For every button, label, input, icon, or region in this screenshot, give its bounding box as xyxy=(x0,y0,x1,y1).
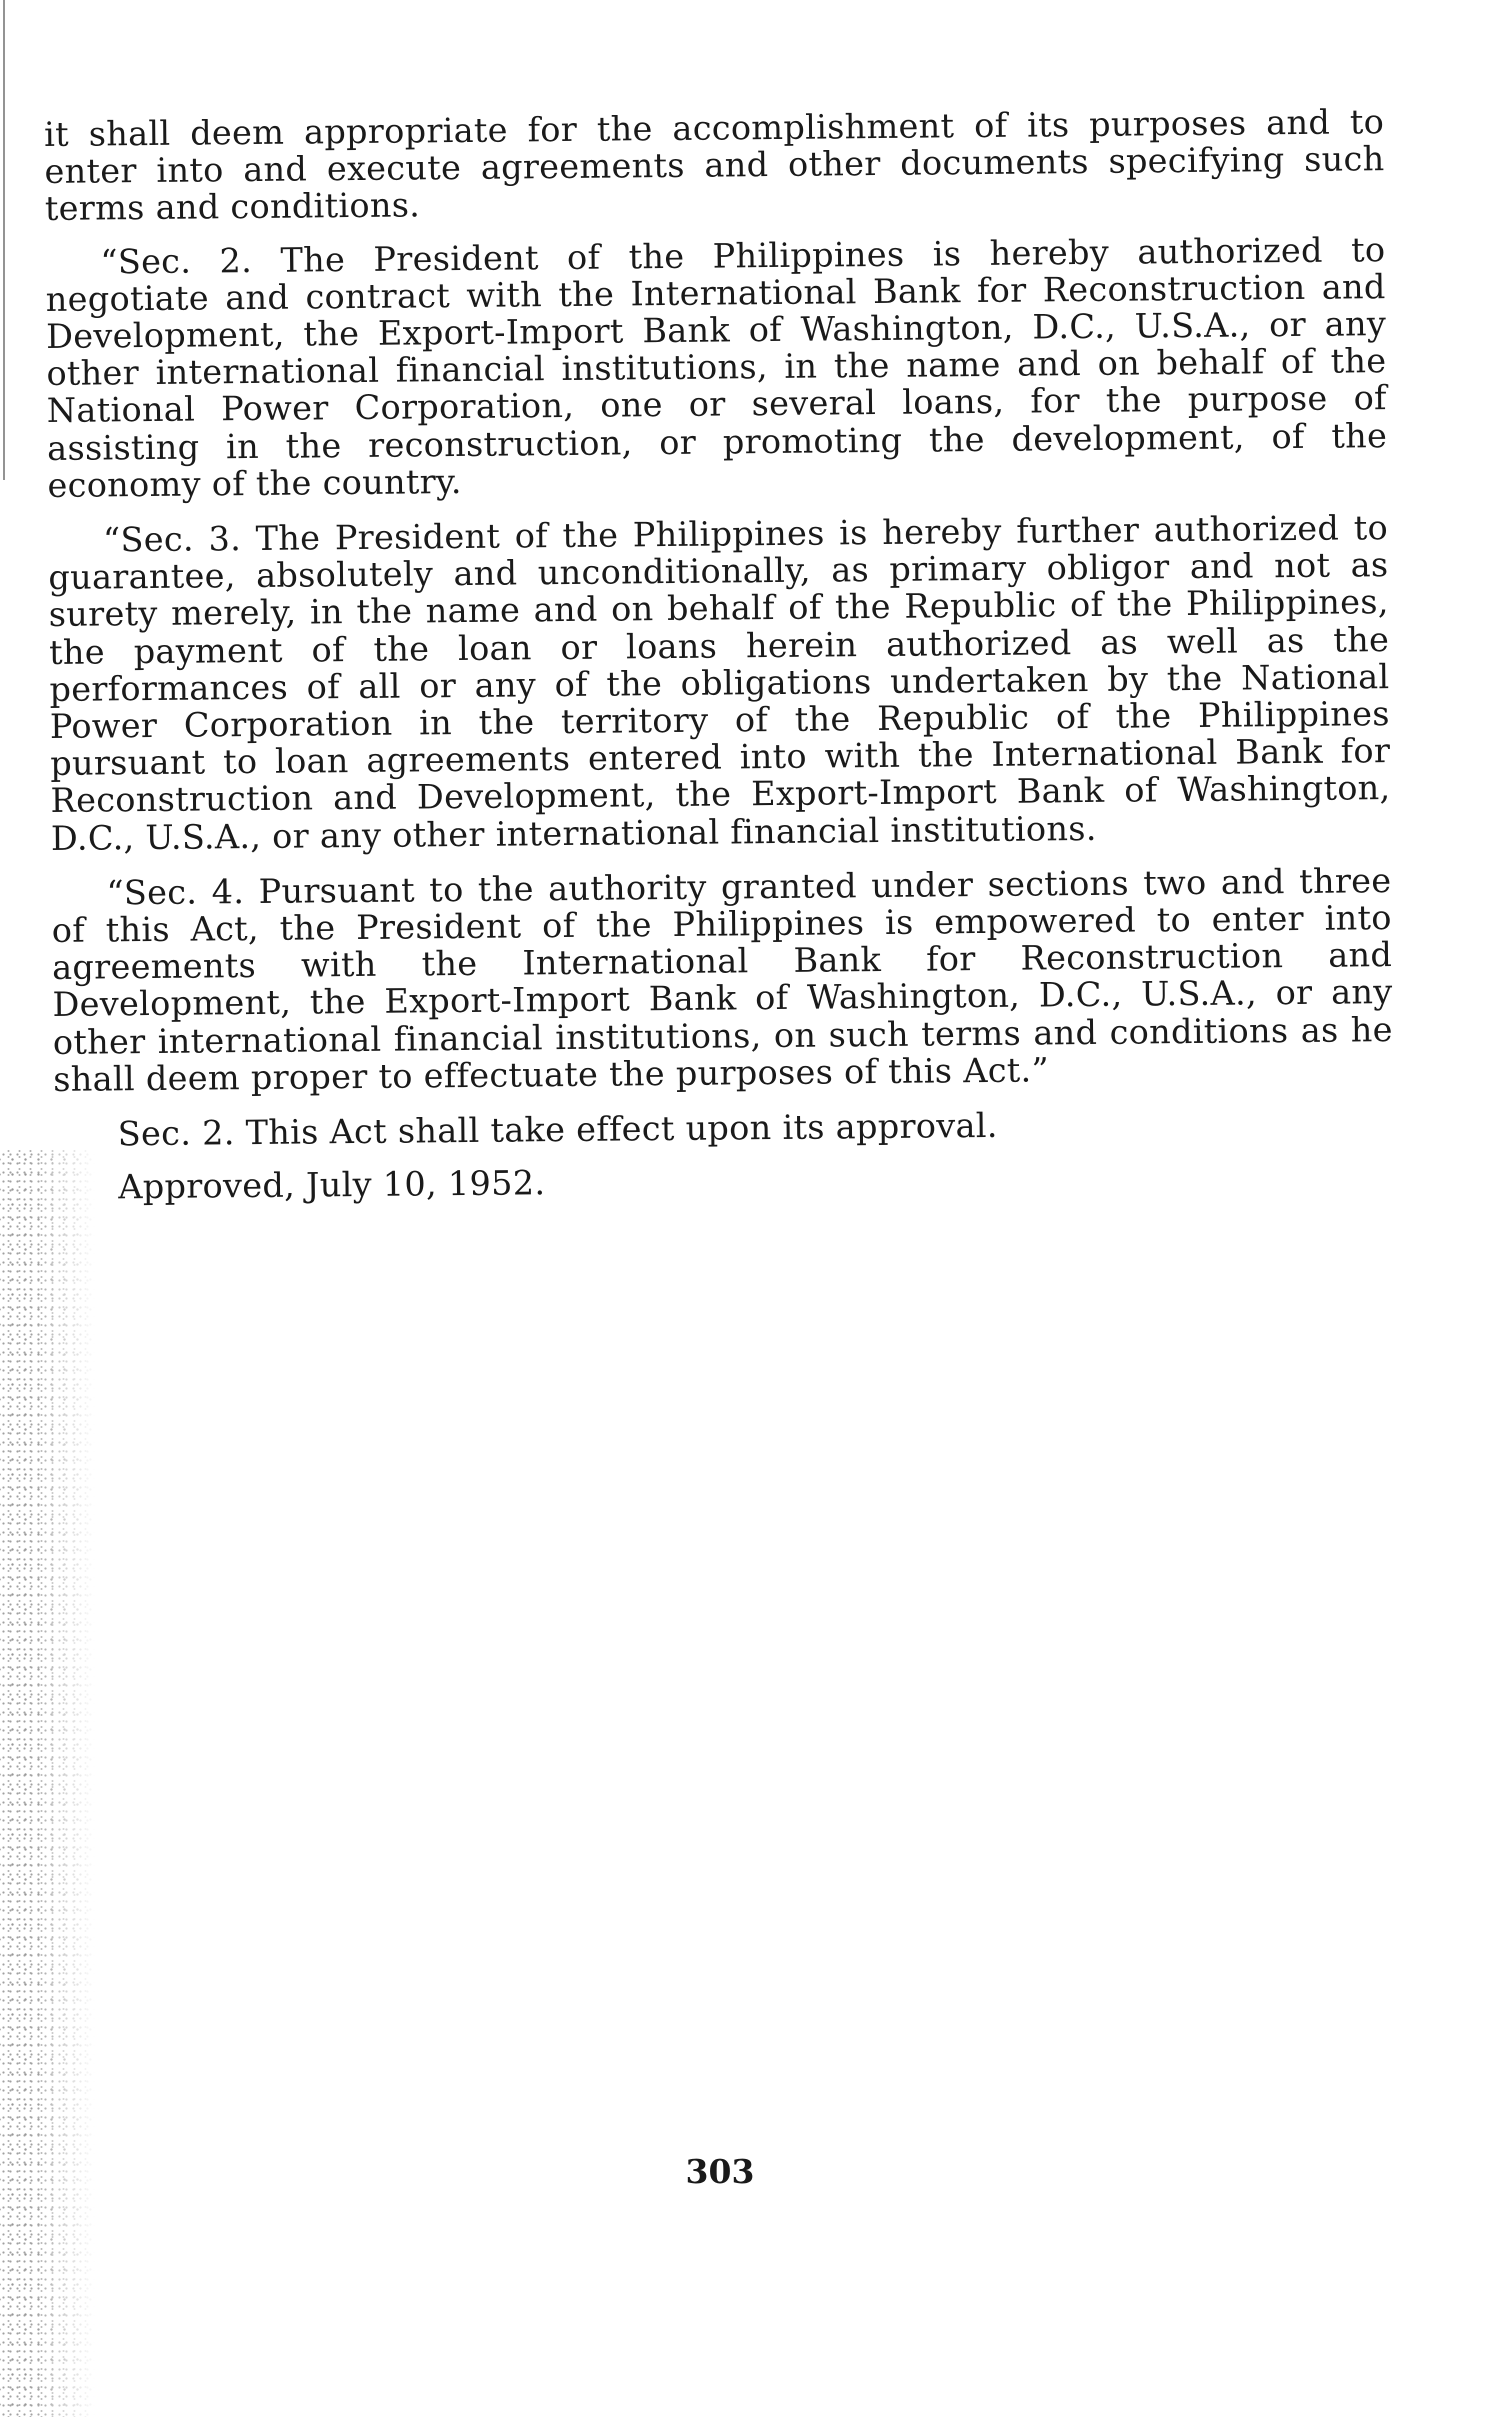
paragraph-sec-3: “Sec. 3. The President of the Philippines is hereby further authorized to guarantee, absolutely and unconditionally, as primary obligor and not as surety merely, in the name and on behalf of the Republic of the Philippines, the payment of the loan or loans herein authorized as well as the performances of all or any of the obligations undertaken by the National Power Corporation in the territory of the Republic of the Philippines pursuant to loan agreements entered into with the International Bank for Reconstruction and Development, the Export-Import Bank of Washington, D.C., U.S.A., or any other international financial institutions. xyxy=(48,508,1391,858)
body-text xyxy=(44,103,1394,1206)
scan-edge-line xyxy=(3,0,5,480)
effectivity-clause: Sec. 2. This Act shall take effect upon its approval. xyxy=(117,1105,998,1154)
approval-date: Approved, July 10, 1952. xyxy=(118,1163,546,1207)
paragraph-sec-4: “Sec. 4. Pursuant to the authority granted under sections two and three of this Act, the President of the Philippines is empowered to enter into agreements with the International Bank for Reconstruction and Development, the Export-Import Bank of Washington, D.C., U.S.A., or any other international financial institutions, on such terms and conditions as he shall deem proper to effectuate the purposes of this Act.” xyxy=(51,860,1394,1099)
paragraph-continuation: it shall deem appropriate for the accomplishment of its purposes and to enter into and execute agreements and other documents specifying such terms and conditions. xyxy=(43,102,1385,229)
scan-speckle-noise xyxy=(0,1150,95,2417)
paragraph-sec-2: “Sec. 2. The President of the Philippines is hereby authorized to negotiate and contract with the International Bank for Reconstruction and Development, the Export-Import Bank of Washington, D.C., U.S.A., or any other international financial institutions, in the name and on behalf of the National Power Corporation, one or several loans, for the purpose of assisting in the reconstruction, or promoting the development, of the economy of the country. xyxy=(45,229,1388,505)
page-number: 303 xyxy=(685,2152,755,2191)
